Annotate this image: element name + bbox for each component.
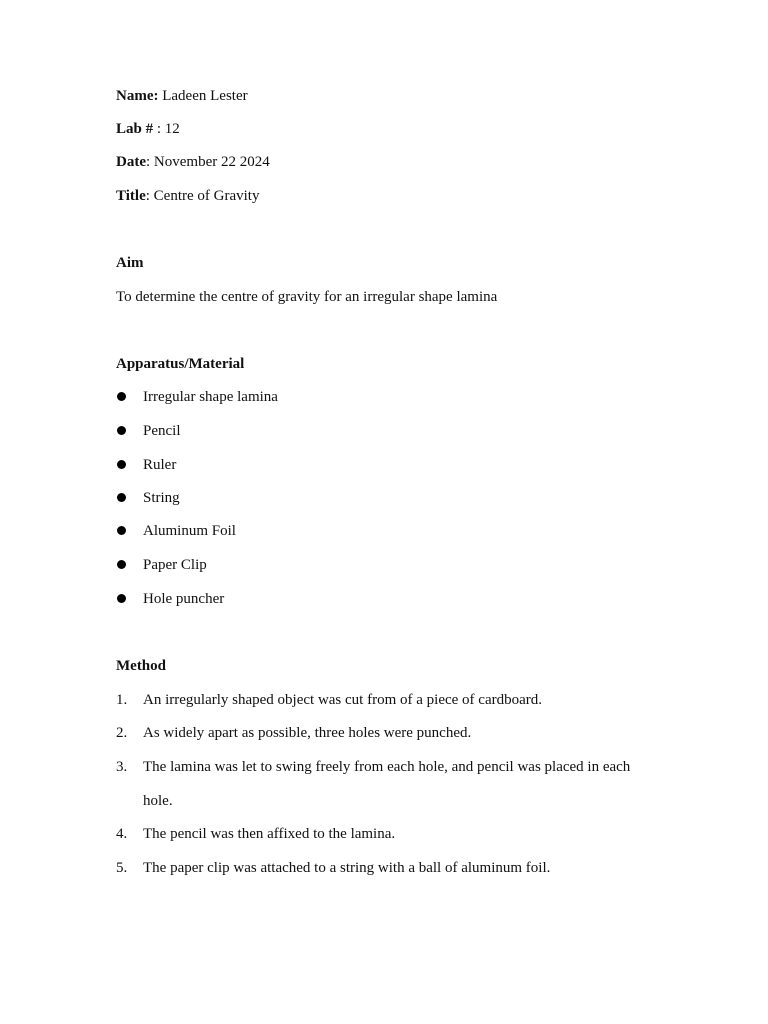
list-item-text: Hole puncher <box>143 591 225 607</box>
date-label: Date <box>116 154 146 170</box>
aim-heading: Aim <box>116 255 144 271</box>
step-text: The pencil was then affixed to the lamina. <box>143 826 396 842</box>
list-item-text: String <box>143 490 180 506</box>
step-number: 4. <box>116 826 128 842</box>
lab-line <box>116 120 180 138</box>
bullet-icon <box>117 392 126 401</box>
aim-text: To determine the centre of gravity for an irregular shape lamina <box>116 289 498 305</box>
step-text: As widely apart as possible, three holes were punched. <box>143 725 472 741</box>
step-number: 1. <box>116 692 128 708</box>
bullet-icon <box>117 560 126 569</box>
lab-value: : 12 <box>153 121 180 137</box>
title-line <box>116 187 259 205</box>
list-item-text: Paper Clip <box>143 557 207 573</box>
step-text: The lamina was let to swing freely from each hole, and pencil was placed in each hole. <box>143 759 631 809</box>
list-item <box>116 489 676 507</box>
list-item-text: Irregular shape lamina <box>143 389 278 405</box>
bullet-icon <box>117 426 126 435</box>
lab-label: Lab # <box>116 121 154 137</box>
apparatus-heading: Apparatus/Material <box>116 356 245 372</box>
name-line <box>116 87 248 105</box>
name-value: Ladeen Lester <box>158 88 248 104</box>
list-item <box>116 590 676 608</box>
list-item <box>116 456 676 474</box>
step-number: 2. <box>116 725 128 741</box>
list-item <box>116 388 676 406</box>
name-label: Name: <box>116 88 159 104</box>
date-value: : November 22 2024 <box>146 154 270 170</box>
step-text: An irregularly shaped object was cut from of a piece of cardboard. <box>143 692 543 708</box>
list-item <box>116 522 676 540</box>
method-heading: Method <box>116 658 166 674</box>
list-item-text: Aluminum Foil <box>143 523 236 539</box>
list-item-text: Pencil <box>143 423 181 439</box>
title-value: : Centre of Gravity <box>145 188 260 204</box>
bullet-icon <box>117 594 126 603</box>
step-text: The paper clip was attached to a string with a ball of aluminum foil. <box>143 860 551 876</box>
date-line <box>116 153 270 171</box>
list-item-text: Ruler <box>143 457 177 473</box>
title-label: Title <box>116 188 146 204</box>
bullet-icon <box>117 460 126 469</box>
bullet-icon <box>117 526 126 535</box>
bullet-icon <box>117 493 126 502</box>
step-number: 3. <box>116 759 128 775</box>
list-item <box>116 422 676 440</box>
list-item <box>116 556 676 574</box>
step-number: 5. <box>116 860 128 876</box>
